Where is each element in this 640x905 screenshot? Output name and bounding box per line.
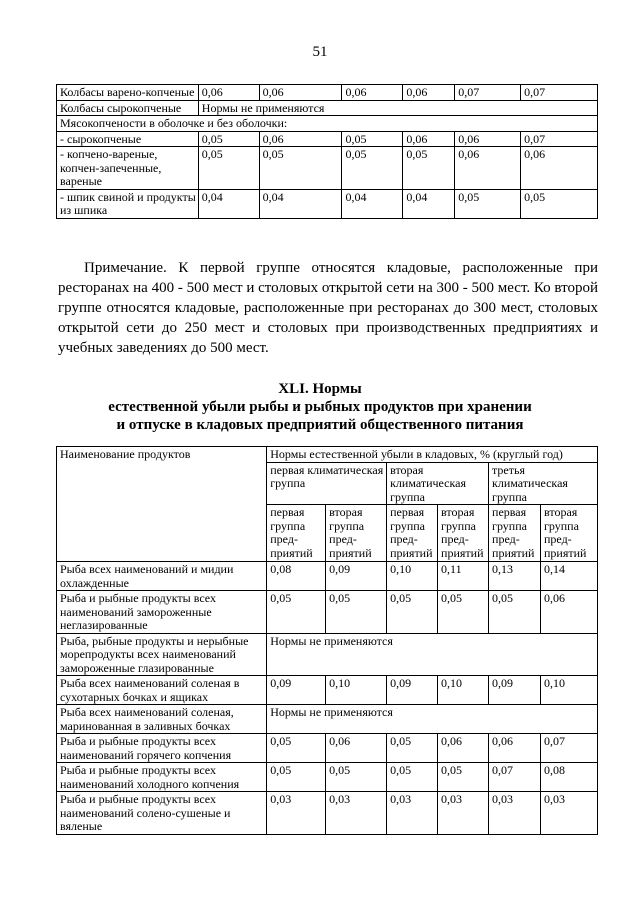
norm-value: 0,07 — [455, 85, 521, 101]
norm-value: 0,09 — [387, 676, 438, 705]
norm-value: 0,03 — [540, 792, 597, 835]
product-name: Рыба всех наименований и мидии охлажденные — [57, 562, 267, 591]
table-row — [57, 131, 598, 147]
subgroup-second: вторая группа пред-приятий — [438, 505, 489, 562]
norm-value: 0,10 — [438, 676, 489, 705]
norm-value: 0,03 — [489, 792, 541, 835]
norm-value: 0,06 — [455, 131, 521, 147]
section-heading-title-2: и отпуске в кладовых предприятий общественного питания — [116, 417, 524, 433]
norm-value: 0,10 — [387, 562, 438, 591]
norm-value: 0,09 — [267, 676, 326, 705]
table-row — [57, 85, 598, 101]
norm-value: 0,09 — [489, 676, 541, 705]
product-name: Рыба и рыбные продукты всех наименований солено-сушеные и вяленые — [57, 792, 267, 835]
section-heading-title-1: естественной убыли рыбы и рыбных продуктов при хранении — [108, 399, 532, 415]
page-number: 51 — [312, 44, 328, 60]
norm-value: 0,06 — [540, 591, 597, 634]
table-row — [57, 734, 598, 763]
norm-value: 0,06 — [259, 85, 342, 101]
product-name: Рыба и рыбные продукты всех наименований горячего копчения — [57, 734, 267, 763]
table-row — [57, 705, 598, 734]
product-name: - шпик свиной и продукты из шпика — [57, 189, 199, 218]
norm-value: 0,06 — [326, 734, 387, 763]
climate-group-3: третья климатическая группа — [489, 462, 598, 505]
norm-value: 0,03 — [326, 792, 387, 835]
product-name: Колбасы варено-копченые — [57, 85, 199, 101]
subgroup-first: первая группа пред-приятий — [489, 505, 541, 562]
norm-value: 0,05 — [403, 147, 455, 190]
subgroup-first: первая группа пред-приятий — [387, 505, 438, 562]
col-header-name: Наименование продуктов — [57, 447, 267, 562]
norm-value: 0,05 — [198, 147, 259, 190]
product-name: Колбасы сырокопченые — [57, 100, 199, 116]
norm-value: 0,04 — [403, 189, 455, 218]
norm-value: 0,05 — [387, 763, 438, 792]
table-row — [57, 633, 598, 676]
norm-value: 0,07 — [489, 763, 541, 792]
norm-value: 0,05 — [342, 147, 403, 190]
fish-norms-table — [56, 446, 598, 835]
norm-value: 0,03 — [438, 792, 489, 835]
table-row — [57, 591, 598, 634]
subgroup-second: вторая группа пред-приятий — [540, 505, 597, 562]
norms-not-applied: Нормы не применяются — [267, 633, 598, 676]
norm-value: 0,05 — [267, 763, 326, 792]
norm-value: 0,05 — [387, 734, 438, 763]
norm-value: 0,07 — [521, 85, 598, 101]
norm-value: 0,05 — [455, 189, 521, 218]
norm-value: 0,09 — [326, 562, 387, 591]
norm-value: 0,04 — [259, 189, 342, 218]
product-name: Рыба и рыбные продукты всех наименований замороженные неглазированные — [57, 591, 267, 634]
norm-value: 0,14 — [540, 562, 597, 591]
product-name: Рыба и рыбные продукты всех наименований холодного копчения — [57, 763, 267, 792]
norm-value: 0,06 — [455, 147, 521, 190]
norm-value: 0,05 — [259, 147, 342, 190]
section-heading-number: XLI. Нормы — [278, 381, 362, 397]
product-name: - сырокопченые — [57, 131, 199, 147]
norm-value: 0,05 — [326, 763, 387, 792]
product-name: Рыба, рыбные продукты и нерыбные морепродукты всех наименований замороженные глазированные — [57, 633, 267, 676]
norm-value: 0,05 — [438, 591, 489, 634]
norm-value: 0,05 — [267, 734, 326, 763]
norm-value: 0,06 — [342, 85, 403, 101]
norm-value: 0,06 — [198, 85, 259, 101]
table-row — [57, 147, 598, 190]
table-row — [57, 763, 598, 792]
norm-value: 0,08 — [540, 763, 597, 792]
table-row — [57, 100, 598, 116]
norm-value: 0,06 — [403, 85, 455, 101]
norm-value: 0,08 — [267, 562, 326, 591]
norm-value: 0,06 — [438, 734, 489, 763]
norm-value: 0,03 — [267, 792, 326, 835]
norm-value: 0,06 — [259, 131, 342, 147]
norm-value: 0,05 — [521, 189, 598, 218]
norm-value: 0,05 — [438, 763, 489, 792]
section-label: Мясокопчености в оболочке и без оболочки: — [57, 116, 598, 132]
norm-value: 0,10 — [326, 676, 387, 705]
table-row — [57, 189, 598, 218]
norm-value: 0,05 — [489, 591, 541, 634]
product-name: Рыба всех наименований соленая, маринованная в заливных бочках — [57, 705, 267, 734]
norm-value: 0,06 — [521, 147, 598, 190]
norm-value: 0,07 — [521, 131, 598, 147]
table-row — [57, 562, 598, 591]
meat-norms-table — [56, 84, 598, 219]
norm-value: 0,06 — [489, 734, 541, 763]
norm-value: 0,11 — [438, 562, 489, 591]
norm-value: 0,10 — [540, 676, 597, 705]
norm-value: 0,05 — [326, 591, 387, 634]
product-name: Рыба всех наименований соленая в сухотарных бочках и ящиках — [57, 676, 267, 705]
norm-value: 0,05 — [198, 131, 259, 147]
climate-group-1: первая климатическая группа — [267, 462, 387, 505]
table-row — [57, 676, 598, 705]
subgroup-second: вторая группа пред-приятий — [326, 505, 387, 562]
note-paragraph: Примечание. К первой группе относятся кладовые, расположенные при ресторанах на 400 - 500 мест и столовых открытой сети на 300 - 500 мест. Ко второй группе относятся кладовые, расположенные при ресторанах до 300 мест, столовых открытой сети до 250 мест и столовых при производственных предприятиях и учебных заведениях до 500 мест. — [58, 260, 598, 356]
norm-value: 0,06 — [403, 131, 455, 147]
norm-value: 0,05 — [342, 131, 403, 147]
subgroup-first: первая группа пред-приятий — [267, 505, 326, 562]
norm-value: 0,05 — [267, 591, 326, 634]
header-row — [57, 447, 598, 463]
norm-value: 0,03 — [387, 792, 438, 835]
table-row — [57, 792, 598, 835]
norms-not-applied: Нормы не применяются — [267, 705, 598, 734]
table-row — [57, 116, 598, 132]
norm-value: 0,04 — [198, 189, 259, 218]
norm-value: 0,07 — [540, 734, 597, 763]
product-name: - копчено-вареные, копчен-запеченные, вареные — [57, 147, 199, 190]
norm-value: 0,05 — [387, 591, 438, 634]
norm-value: 0,13 — [489, 562, 541, 591]
norm-value: 0,04 — [342, 189, 403, 218]
norms-not-applied: Нормы не применяются — [198, 100, 597, 116]
col-header-norms: Нормы естественной убыли в кладовых, % (круглый год) — [267, 447, 598, 463]
climate-group-2: вторая климатическая группа — [387, 462, 489, 505]
